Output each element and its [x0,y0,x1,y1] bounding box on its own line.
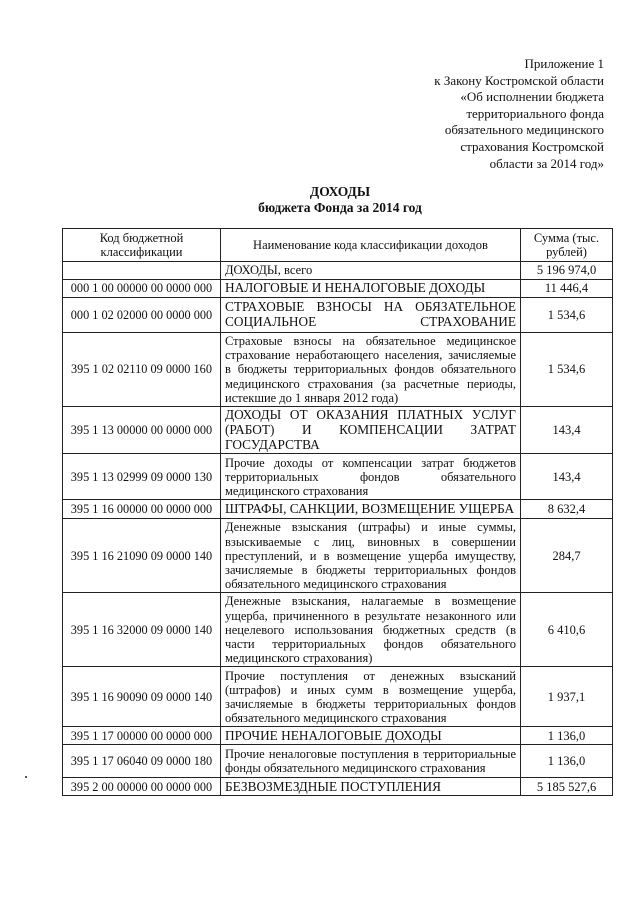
row-name: БЕЗВОЗМЕЗДНЫЕ ПОСТУПЛЕНИЯ [221,778,521,796]
row-code: 395 1 13 00000 00 0000 000 [63,407,221,454]
row-code: 000 1 02 02000 00 0000 000 [63,298,221,333]
row-amount: 284,7 [521,519,613,593]
row-amount: 1 534,6 [521,333,613,407]
table-row [63,593,613,667]
table-row [63,778,613,796]
row-code: 395 1 13 02999 09 0000 130 [63,454,221,500]
appendix-line: территориального фонда [466,105,604,121]
appendix-line: «Об исполнении бюджета [460,89,604,105]
row-amount: 143,4 [521,454,613,500]
table-row [63,407,613,454]
table-row [63,500,613,519]
scan-speck [25,776,27,778]
table-row [63,454,613,500]
row-code: 395 1 17 06040 09 0000 180 [63,745,221,778]
row-name: Денежные взыскания (штрафы) и иные суммы, взыскиваемые с лиц, виновных в совершении преступлений, и в возмещение ущерба имуществу, зачисляемые в бюджеты территориальных фондов обязательного медицинского страхования [221,519,521,593]
row-name: СТРАХОВЫЕ ВЗНОСЫ НА ОБЯЗАТЕЛЬНОЕ СОЦИАЛЬНОЕ СТРАХОВАНИЕ [221,298,521,333]
row-amount: 1 937,1 [521,667,613,727]
table-row [63,745,613,778]
table-row [63,667,613,727]
row-amount: 1 534,6 [521,298,613,333]
row-name: ПРОЧИЕ НЕНАЛОГОВЫЕ ДОХОДЫ [221,727,521,745]
document-title: ДОХОДЫ [309,184,371,199]
row-name: НАЛОГОВЫЕ И НЕНАЛОГОВЫЕ ДОХОДЫ [221,280,521,298]
row-name: ШТРАФЫ, САНКЦИИ, ВОЗМЕЩЕНИЕ УЩЕРБА [221,500,521,519]
appendix-line: к Закону Костромской области [434,72,604,88]
row-code: 000 1 00 00000 00 0000 000 [63,280,221,298]
row-amount: 11 446,4 [521,280,613,298]
document-subtitle: бюджета Фонда за 2014 год [258,200,422,215]
row-name: Прочие неналоговые поступления в территориальные фонды обязательного медицинского страхования [221,745,521,778]
table-row [63,519,613,593]
row-code: 395 1 17 00000 00 0000 000 [63,727,221,745]
header-amount: Сумма (тыс. рублей) [521,229,613,262]
row-name: Денежные взыскания, налагаемые в возмещение ущерба, причиненного в результате незаконного или нецелевого использования бюджетных средств (в части территориальных фондов обязательного медицинского страхования) [221,593,521,667]
appendix-note [384,56,604,172]
row-name: Прочие поступления от денежных взысканий (штрафов) и иных сумм в возмещение ущерба, зачисляемые в бюджеты территориальных фондов обязательного медицинского страхования [221,667,521,727]
table-header-row [63,229,613,262]
table-row [63,727,613,745]
table-row [63,333,613,407]
income-table [62,228,613,796]
row-amount: 1 136,0 [521,745,613,778]
row-amount: 8 632,4 [521,500,613,519]
row-code: 395 1 16 21090 09 0000 140 [63,519,221,593]
table-row [63,280,613,298]
row-amount: 143,4 [521,407,613,454]
table-row [63,298,613,333]
header-name: Наименование кода классификации доходов [221,229,521,262]
table-row [63,262,613,280]
appendix-line: области за 2014 год» [489,155,604,171]
row-code: 395 1 16 90090 09 0000 140 [63,667,221,727]
row-name: Страховые взносы на обязательное медицинское страхование неработающего населения, зачисляемые в бюджеты территориальных фондов обязательного медицинского страхования (за расчетные периоды, истекшие до 1 января 2012 года) [221,333,521,407]
row-code: 395 2 00 00000 00 0000 000 [63,778,221,796]
appendix-line: страхования Костромской [460,138,604,154]
row-code [63,262,221,280]
row-code: 395 1 16 00000 00 0000 000 [63,500,221,519]
row-code: 395 1 02 02110 09 0000 160 [63,333,221,407]
row-name: ДОХОДЫ ОТ ОКАЗАНИЯ ПЛАТНЫХ УСЛУГ (РАБОТ) И КОМПЕНСАЦИИ ЗАТРАТ ГОСУДАРСТВА [221,407,521,454]
row-amount: 6 410,6 [521,593,613,667]
row-name: Прочие доходы от компенсации затрат бюджетов территориальных фондов обязательного медицинского страхования [221,454,521,500]
appendix-line: Приложение 1 [524,56,604,71]
row-amount: 5 196 974,0 [521,262,613,280]
header-code: Код бюджетной классификации [63,229,221,262]
row-code: 395 1 16 32000 09 0000 140 [63,593,221,667]
row-name: ДОХОДЫ, всего [221,262,521,280]
appendix-line: обязательного медицинского [444,122,604,138]
row-amount: 1 136,0 [521,727,613,745]
row-amount: 5 185 527,6 [521,778,613,796]
